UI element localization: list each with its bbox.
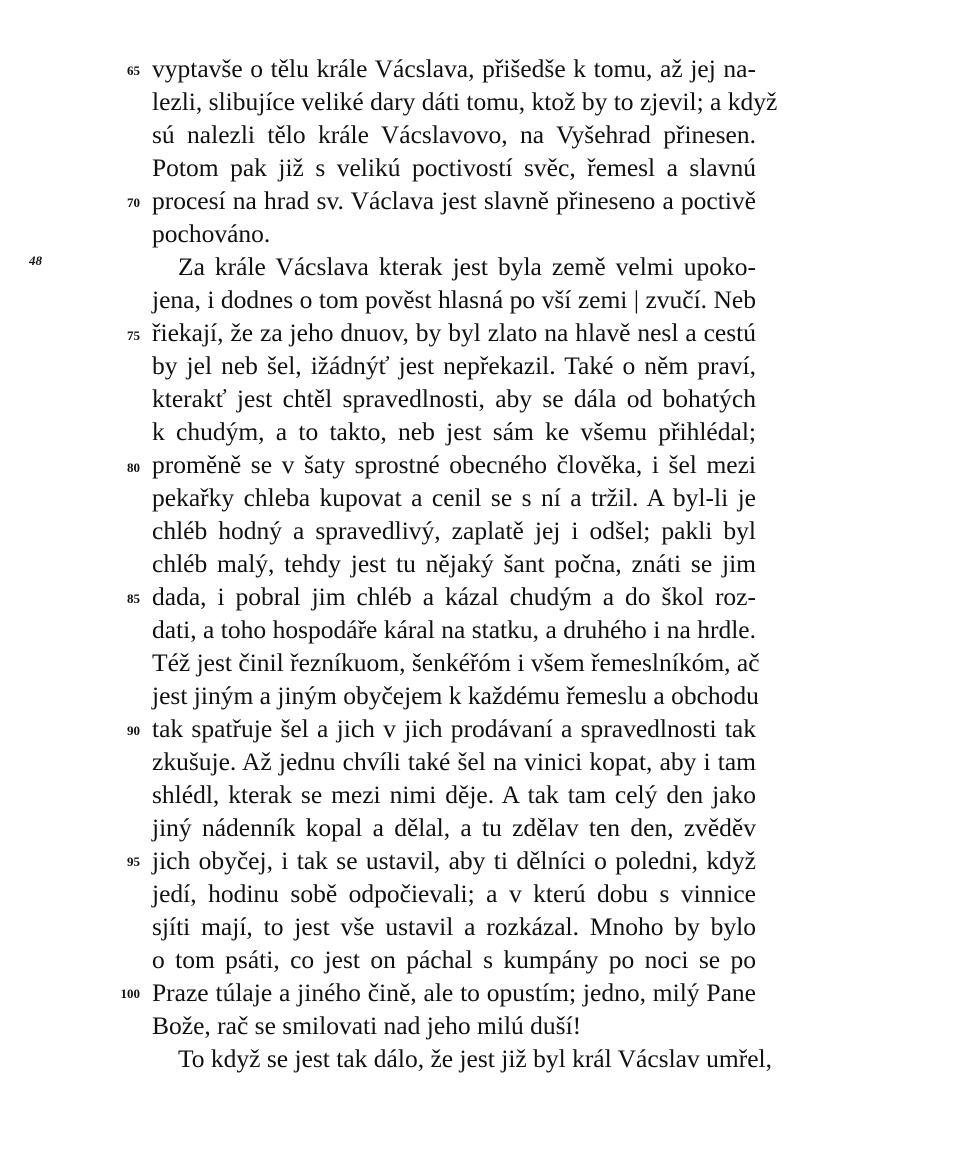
line-number: 75 bbox=[127, 328, 140, 343]
margin-folio-number: 48 bbox=[29, 253, 42, 268]
text-line: pochováno. bbox=[152, 219, 271, 248]
text-line: vyptavše o tělu krále Vácslava, přišedše k tomu, až jej na- bbox=[152, 54, 756, 83]
line-number: 100 bbox=[120, 986, 140, 1001]
text-line: zkušuje. Až jednu chvíli také šel na vinici kopat, aby i tam bbox=[152, 747, 756, 776]
text-line: dati, a toho hospodáře káral na statku, a druhého i na hrdle. bbox=[152, 615, 756, 644]
text-line: kterakť jest chtěl spravedlnosti, aby se dála od bohatých bbox=[152, 384, 756, 413]
text-line: dada, i pobral jim chléb a kázal chudým a do škol roz- bbox=[152, 582, 756, 611]
text-line: chléb malý, tehdy jest tu nějaký šant počna, znáti se jim bbox=[152, 549, 756, 578]
text-line: tak spatřuje šel a jich v jich prodávaní a spravedlnosti tak bbox=[152, 714, 756, 743]
text-line: sú nalezli tělo krále Vácslavovo, na Vyšehrad přinesen. bbox=[152, 120, 756, 149]
text-line: řiekají, že za jeho dnuov, by byl zlato na hlavě nesl a cestú bbox=[152, 318, 756, 347]
text-line: shlédl, kterak se mezi nimi děje. A tak tam celý den jako bbox=[152, 780, 756, 809]
text-line: k chudým, a to takto, neb jest sám ke všemu přihlédal; bbox=[152, 417, 756, 446]
text-line: jich obyčej, i tak se ustavil, aby ti dělníci o poledni, když bbox=[152, 846, 756, 875]
line-number: 90 bbox=[127, 723, 140, 738]
line-number: 65 bbox=[127, 63, 140, 78]
text-line: To když se jest tak dálo, že jest již byl král Vácslav umřel, bbox=[178, 1044, 772, 1073]
text-line: chléb hodný a spravedlivý, zaplatě jej i odšel; pakli byl bbox=[152, 516, 756, 545]
line-number: 85 bbox=[127, 591, 140, 606]
text-line: jest jiným a jiným obyčejem k každému řemeslu a obchodu bbox=[152, 681, 759, 710]
text-line: procesí na hrad sv. Václava jest slavně přineseno a poctivě bbox=[152, 186, 756, 215]
text-line: Za krále Vácslava kterak jest byla země velmi upoko- bbox=[178, 252, 756, 281]
text-line: sjíti mají, to jest vše ustavil a rozkázal. Mnoho by bylo bbox=[152, 912, 756, 941]
line-number: 70 bbox=[127, 195, 140, 210]
text-line: proměně se v šaty sprostné obecného člověka, i šel mezi bbox=[152, 450, 756, 479]
text-line: Též jest činil řezníkuom, šenkéřóm i všem řemeslníkóm, ač bbox=[152, 648, 760, 677]
text-line: Praze túlaje a jiného čině, ale to opustím; jedno, milý Pane bbox=[152, 978, 756, 1007]
line-number: 95 bbox=[127, 854, 140, 869]
text-line: o tom psáti, co jest on páchal s kumpány po noci se po bbox=[152, 945, 756, 974]
text-line: pekařky chleba kupovat a cenil se s ní a tržil. A byl-li je bbox=[152, 483, 756, 512]
text-line: jedí, hodinu sobě odpočievali; a v kterú dobu s vinnice bbox=[152, 879, 756, 908]
text-line: Bože, rač se smilovati nad jeho milú duší! bbox=[152, 1011, 582, 1040]
text-line: Potom pak již s velikú poctivostí svěc, řemesl a slavnú bbox=[152, 153, 756, 182]
line-number: 80 bbox=[127, 460, 140, 475]
text-line: by jel neb šel, ižádnýť jest nepřekazil. Také o něm praví, bbox=[152, 351, 756, 380]
text-line: lezli, slibujíce veliké dary dáti tomu, ktož by to zjevil; a když bbox=[152, 87, 778, 116]
text-line: jena, i dodnes o tom pověst hlasná po vší zemi | zvučí. Neb bbox=[152, 285, 756, 314]
text-line: jiný nádenník kopal a dělal, a tu zdělav ten den, zvěděv bbox=[152, 813, 756, 842]
